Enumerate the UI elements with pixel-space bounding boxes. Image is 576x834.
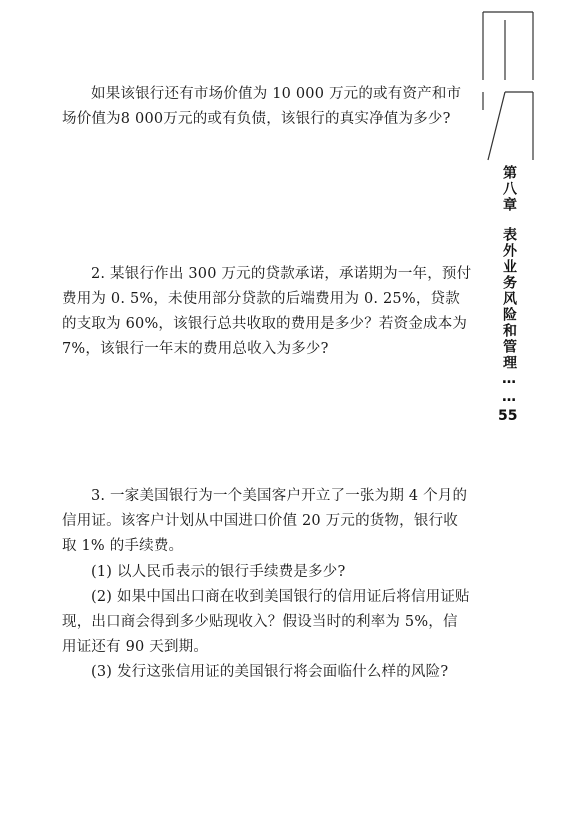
question-3-intro: 3. 一家美国银行为一个美国客户开立了一张为期 4 个月的信用证。该客户计划从中国进口价值 20 万元的货物，银行收取 1% 的手续费。	[62, 488, 468, 554]
running-header-vertical	[497, 165, 521, 407]
question-3-part-3: (3) 发行这张信用证的美国银行将会面临什么样的风险?	[91, 664, 449, 680]
question-3-part-2: (2) 如果中国出口商在收到美国银行的信用证后将信用证贴现，出口商会得到多少贴现收入？假设当时的利率为 5%，信用证还有 90 天到期。	[62, 589, 470, 655]
chapter-decoration-lines	[478, 10, 540, 170]
question-1-continuation: 如果该银行还有市场价值为 10 000 万元的或有资产和市场价值为8 000万元的或有负债，该银行的真实净值为多少?	[62, 86, 462, 127]
question-3-part-1: (1) 以人民币表示的银行手续费是多少?	[91, 564, 346, 580]
question-2: 2. 某银行作出 300 万元的贷款承诺，承诺期为一年，预付费用为 0. 5%，未使用部分贷款的后端费用为 0. 25%，贷款的支取为 60%，该银行总共收取的费用是多少？若资金成本为 7%，该银行一年末的费用总收入为多少?	[62, 266, 472, 357]
chapter-label: 第八章	[501, 165, 517, 213]
chapter-title: 表外业务风险和管理	[501, 227, 517, 371]
page-number: 55	[498, 408, 518, 424]
chapter-dots: ……	[501, 371, 517, 407]
